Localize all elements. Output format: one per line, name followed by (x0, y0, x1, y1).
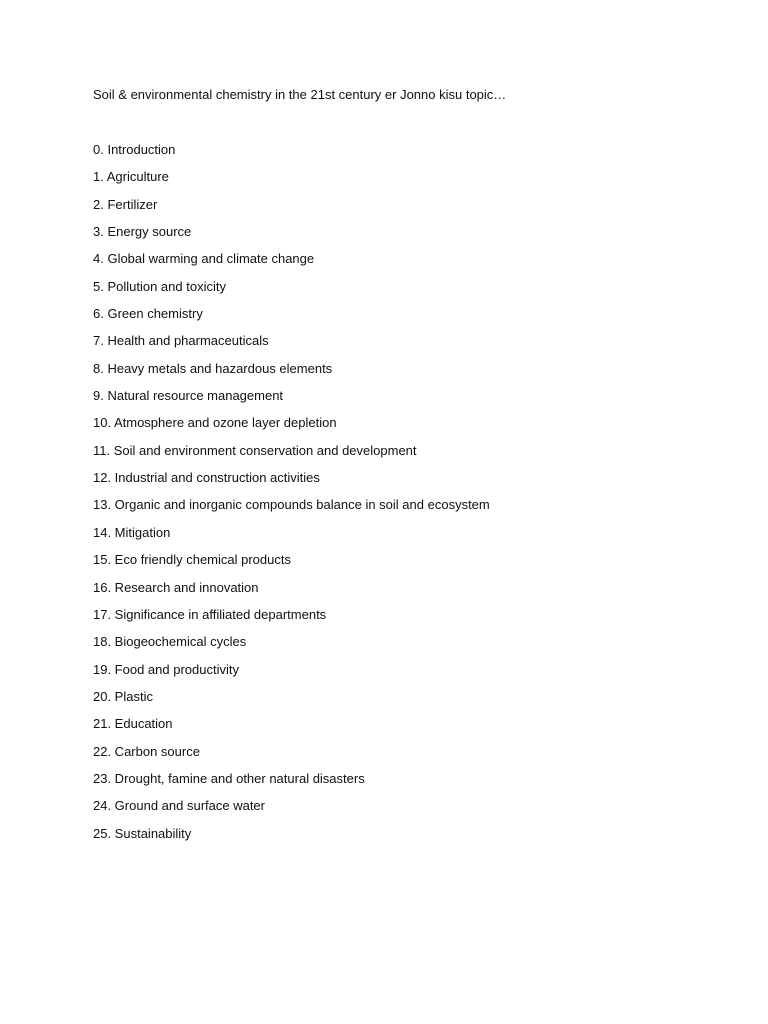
topic-item: 3. Energy source (93, 224, 192, 240)
topic-item: 0. Introduction (93, 142, 176, 157)
topic-item: 14. Mitigation (93, 524, 171, 540)
topic-item: 24. Ground and surface water (93, 798, 265, 814)
topic-item: 25. Sustainability (93, 825, 192, 841)
topic-item: 8. Heavy metals and hazardous elements (93, 360, 333, 376)
topic-item: 21. Education (93, 716, 173, 732)
topic-item: 5. Pollution and toxicity (93, 278, 226, 294)
topic-item: 11. Soil and environment conservation and development (93, 442, 417, 458)
topic-item: 7. Health and pharmaceuticals (93, 333, 269, 349)
topic-item: 15. Eco friendly chemical products (93, 552, 291, 568)
topic-item: 22. Carbon source (93, 743, 200, 759)
topic-list (93, 141, 490, 852)
document-title: Soil & environmental chemistry in the 21st century er Jonno kisu topic… (93, 87, 507, 102)
topic-item: 13. Organic and inorganic compounds balance in soil and ecosystem (93, 497, 490, 513)
topic-item: 16. Research and innovation (93, 579, 259, 595)
topic-item: 20. Plastic (93, 688, 153, 704)
topic-item: 17. Significance in affiliated departments (93, 606, 327, 622)
topic-item: 23. Drought, famine and other natural disasters (93, 770, 365, 786)
topic-item: 9. Natural resource management (93, 388, 284, 404)
topic-item: 4. Global warming and climate change (93, 251, 315, 267)
topic-item: 10. Atmosphere and ozone layer depletion (93, 415, 337, 431)
topic-item: 2. Fertilizer (93, 196, 158, 212)
topic-item: 6. Green chemistry (93, 306, 203, 322)
topic-item: 1. Agriculture (93, 169, 169, 185)
topic-item: 18. Biogeochemical cycles (93, 634, 247, 650)
topic-item: 12. Industrial and construction activities (93, 470, 320, 486)
topic-item: 19. Food and productivity (93, 661, 239, 677)
